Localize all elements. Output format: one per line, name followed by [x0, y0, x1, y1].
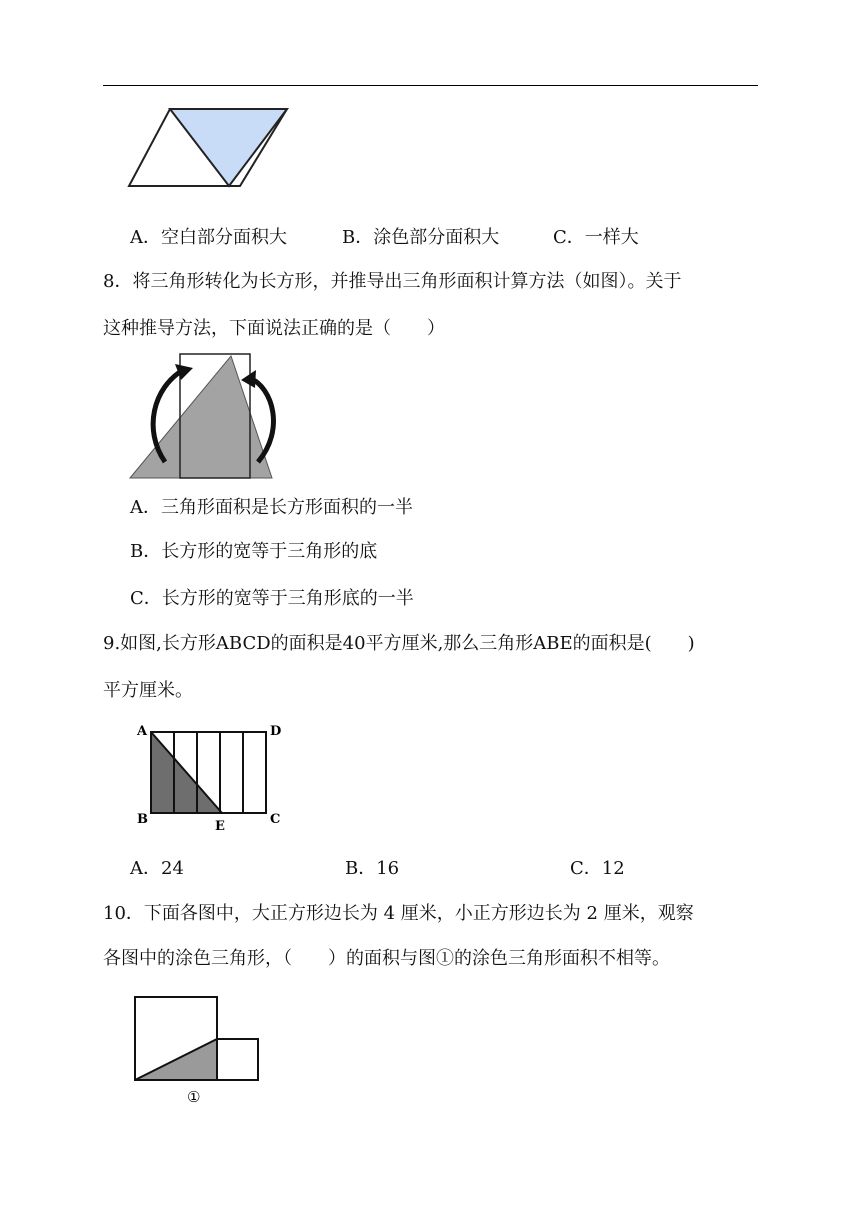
header-rule: [103, 85, 758, 86]
q9-option-b[interactable]: B．16: [345, 858, 400, 879]
q7-option-c[interactable]: C．一样大: [553, 227, 639, 248]
q9-label-d: D: [270, 724, 282, 739]
q7-option-b[interactable]: B．涂色部分面积大: [342, 227, 500, 248]
q9-label-c: C: [270, 812, 281, 827]
q9-label-b: B: [137, 812, 148, 827]
q7-option-a[interactable]: A．空白部分面积大: [130, 227, 287, 248]
q10-stem-line1: 10．下面各图中，大正方形边长为 4 厘米，小正方形边长为 2 厘米，观察: [103, 903, 694, 924]
q8-option-a[interactable]: A．三角形面积是长方形面积的一半: [130, 497, 413, 518]
q8-triangle-rectangle-figure: [125, 350, 285, 482]
q8-stem-line1: 8．将三角形转化为长方形，并推导出三角形面积计算方法（如图）。关于: [103, 271, 682, 292]
q9-label-a: A: [137, 724, 148, 739]
q8-option-c[interactable]: C．长方形的宽等于三角形底的一半: [130, 588, 414, 609]
q9-stem-line2: 平方厘米。: [103, 680, 193, 701]
q10-small-square: [217, 1039, 258, 1080]
q10-stem-line2: 各图中的涂色三角形，（ ）的面积与图①的涂色三角形面积不相等。: [103, 948, 670, 969]
q8-right-arrowhead: [241, 370, 256, 388]
q7-parallelogram-figure: [125, 104, 295, 192]
q9-rectangle-figure: [130, 718, 290, 836]
q9-option-a[interactable]: A．24: [130, 858, 184, 879]
q9-option-c[interactable]: C．12: [570, 858, 625, 879]
q9-stem-line1: 9.如图,长方形ABCD的面积是40平方厘米,那么三角形ABE的面积是( ): [103, 633, 695, 654]
q10-figure-caption: ①: [187, 1088, 201, 1106]
q9-label-e: E: [215, 819, 225, 834]
q8-option-b[interactable]: B．长方形的宽等于三角形的底: [130, 541, 378, 562]
q8-stem-line2: 这种推导方法，下面说法正确的是（ ）: [103, 318, 445, 339]
q10-figure-1: [130, 992, 265, 1107]
